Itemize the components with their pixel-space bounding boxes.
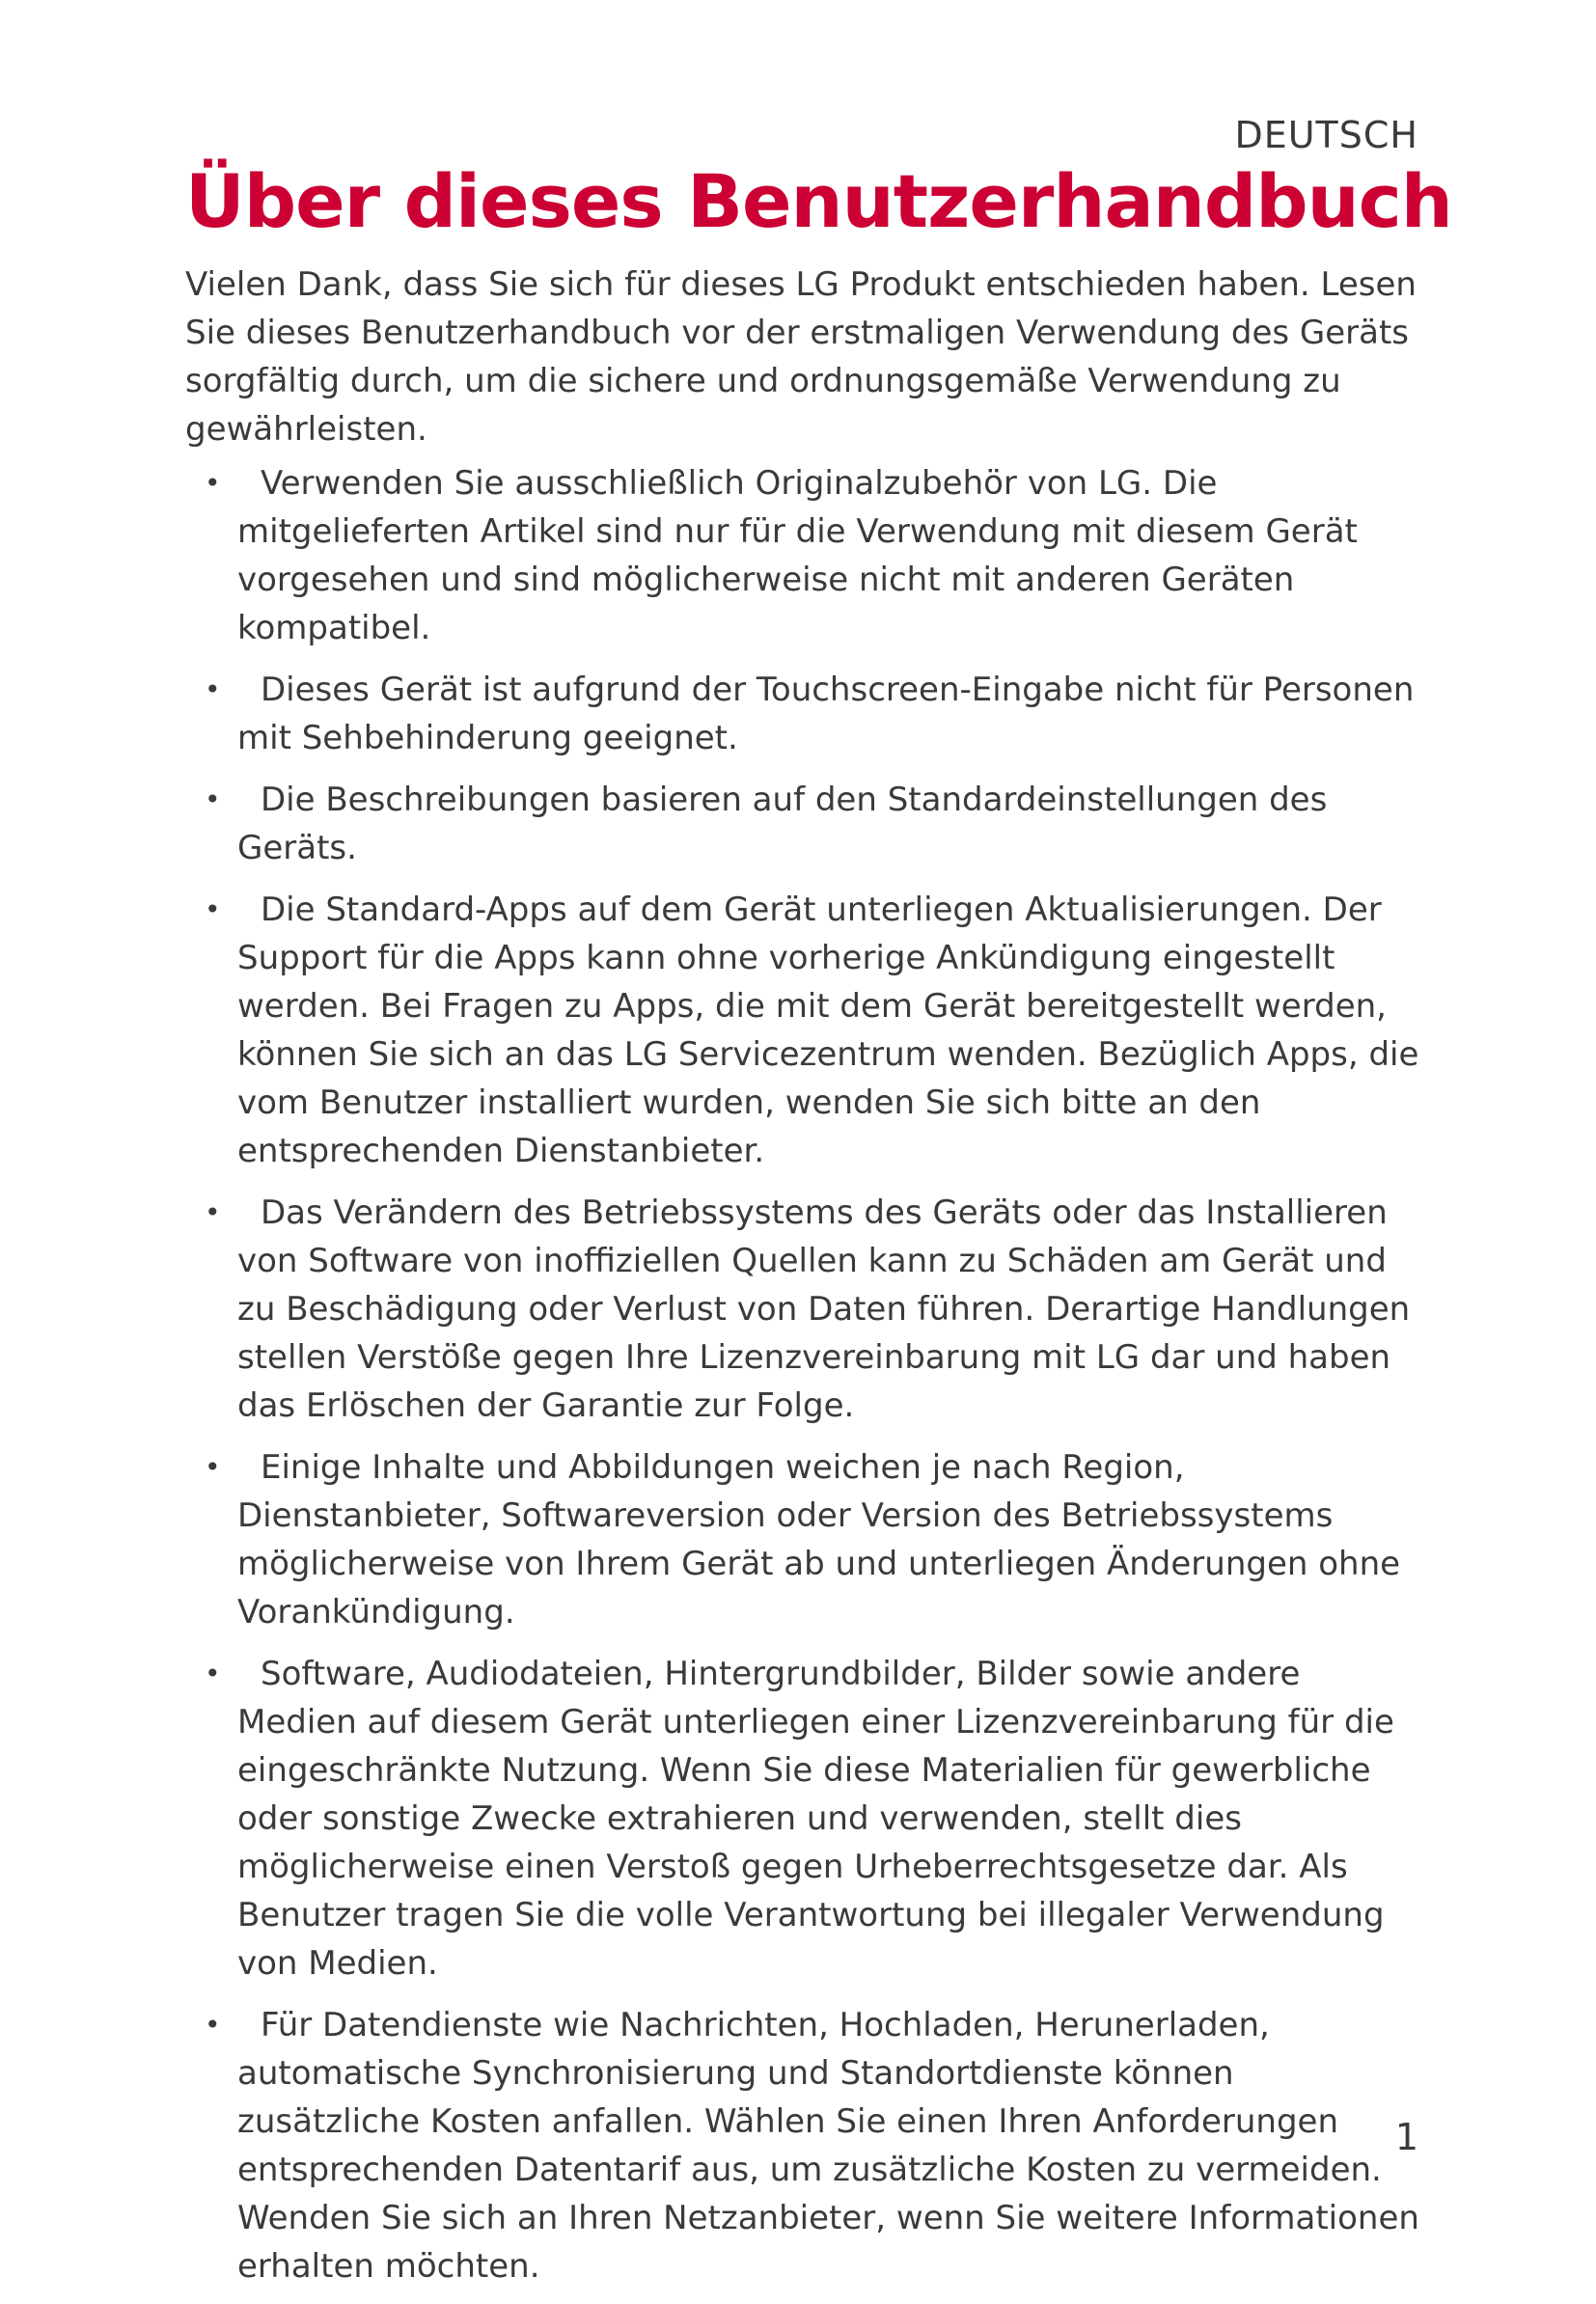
list-item	[185, 1650, 1420, 1988]
bullet-icon: •	[205, 1658, 221, 1689]
intro-paragraph: Vielen Dank, dass Sie sich für dieses LG Produkt entschieden haben. Lesen Sie dieses Benutzerhandbuch vor der erstmaligen Verwendung des Geräts sorgfältig durch, um die sichere und ordnungsgemäße Verwendung zu gewährleisten.	[185, 265, 1417, 449]
list-item-text: Für Datendienste wie Nachrichten, Hochladen, Herunerladen, automatische Synchronisierung und Standortdienste können zusätzliche Kosten anfallen. Wählen Sie einen Ihren Anforderungen entsprechenden Datentarif aus, um zusätzliche Kosten zu vermeiden. Wenden Sie sich an Ihren Netzanbieter, wenn Sie weitere Informationen erhalten möchten.	[237, 2006, 1419, 2286]
list-item-text: Die Beschreibungen basieren auf den Standardeinstellungen des Geräts.	[237, 781, 1328, 867]
bullet-icon: •	[205, 1196, 221, 1228]
language-label: DEUTSCH	[1234, 114, 1418, 156]
list-item	[185, 1189, 1420, 1430]
list-item-text: Dieses Gerät ist aufgrund der Touchscreen-Eingabe nicht für Personen mit Sehbehinderung geeignet.	[237, 671, 1415, 757]
list-item	[185, 1443, 1420, 1636]
list-item	[185, 2001, 1420, 2290]
page-title: Über dieses Benutzerhandbuch	[185, 158, 1452, 244]
bullet-icon: •	[205, 467, 221, 499]
bullet-icon: •	[205, 673, 221, 705]
content	[185, 261, 1420, 2304]
bullet-icon: •	[205, 893, 221, 925]
list-item	[185, 666, 1420, 762]
list-item	[185, 776, 1420, 872]
list-item	[185, 886, 1420, 1175]
bullet-icon: •	[205, 783, 221, 815]
page-number: 1	[1394, 2116, 1418, 2158]
bullet-list	[185, 459, 1420, 2290]
list-item-text: Software, Audiodateien, Hintergrundbilder, Bilder sowie andere Medien auf diesem Gerät unterliegen einer Lizenzvereinbarung für die eingeschränkte Nutzung. Wenn Sie diese Materialien für gewerbliche oder sonstige Zwecke extrahieren und verwenden, stellt dies möglicherweise einen Verstoß gegen Urheberrechtsgesetze dar. Als Benutzer tragen Sie die volle Verantwortung bei illegaler Verwendung von Medien.	[237, 1655, 1394, 1983]
bullet-icon: •	[205, 1451, 221, 1483]
list-item-text: Die Standard-Apps auf dem Gerät unterliegen Aktualisierungen. Der Support für die Apps kann ohne vorherige Ankündigung eingestellt werden. Bei Fragen zu Apps, die mit dem Gerät bereitgestellt werden, können Sie sich an das LG Servicezentrum wenden. Bezüglich Apps, die vom Benutzer installiert wurden, wenden Sie sich bitte an den entsprechenden Dienstanbieter.	[237, 891, 1419, 1170]
bullet-icon: •	[205, 2009, 221, 2041]
list-item-text: Verwenden Sie ausschließlich Originalzubehör von LG. Die mitgelieferten Artikel sind nur für die Verwendung mit diesem Gerät vorgesehen und sind möglicherweise nicht mit anderen Geräten kompatibel.	[237, 464, 1358, 647]
list-item-text: Einige Inhalte und Abbildungen weichen je nach Region, Dienstanbieter, Softwareversion oder Version des Betriebssystems möglicherweise von Ihrem Gerät ab und unterliegen Änderungen ohne Vorankündigung.	[237, 1448, 1401, 1632]
list-item	[185, 459, 1420, 652]
list-item-text: Das Verändern des Betriebssystems des Geräts oder das Installieren von Software von inoffiziellen Quellen kann zu Schäden am Gerät und zu Beschädigung oder Verlust von Daten führen. Derartige Handlungen stellen Verstöße gegen Ihre Lizenzvereinbarung mit LG dar und haben das Erlöschen der Garantie zur Folge.	[237, 1193, 1411, 1425]
